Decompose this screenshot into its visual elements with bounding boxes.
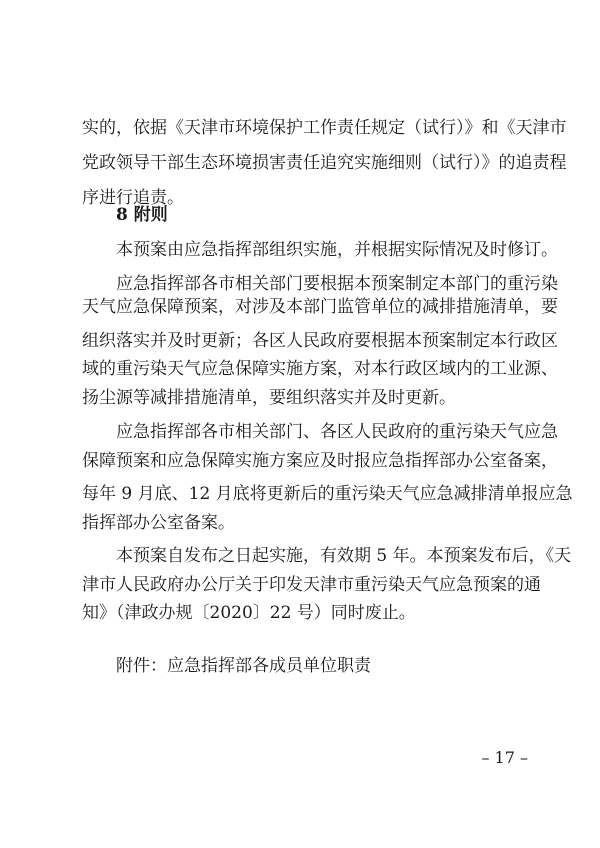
text-line: 组织落实并及时更新；各区人民政府要根据本预案制定本行政区: [82, 331, 558, 351]
page-number: – 17 –: [481, 748, 528, 767]
text-line: 本预案自发布之日起实施，有效期 5 年。本预案发布后，《天: [116, 546, 572, 566]
text-line: 每年 9 月底、12 月底将更新后的重污染天气应急减排清单报应急: [82, 484, 573, 504]
text-line: 知》（津政办规〔2020〕22 号）同时废止。: [82, 603, 416, 623]
text-line: 域的重污染天气应急保障实施方案，对本行政区域内的工业源、: [82, 359, 558, 379]
text-line: 本预案由应急指挥部组织实施，并根据实际情况及时修订。: [116, 240, 558, 260]
text-line: 党政领导干部生态环境损害责任追究实施细则（试行）》的追责程: [82, 153, 567, 173]
text-line: 津市人民政府办公厅关于印发天津市重污染天气应急预案的通: [82, 575, 541, 595]
section-heading: 8 附则: [116, 205, 168, 225]
text-line: 应急指挥部各市相关部门要根据本预案制定本部门的重污染: [116, 274, 558, 294]
text-line: 实的，依据《天津市环境保护工作责任规定（试行）》和《天津市: [82, 118, 567, 138]
text-line: 保障预案和应急保障实施方案应及时报应急指挥部办公室备案，: [82, 451, 558, 471]
text-line: 天气应急保障预案，对涉及本部门监管单位的减排措施清单，要: [82, 297, 558, 317]
text-line: 序进行追责。: [82, 188, 184, 208]
text-line: 指挥部办公室备案。: [82, 513, 235, 533]
attachment-note: 附件：应急指挥部各成员单位职责: [116, 656, 371, 676]
text-line: 扬尘源等减排措施清单，要组织落实并及时更新。: [82, 388, 456, 408]
text-line: 应急指挥部各市相关部门、各区人民政府的重污染天气应急: [116, 422, 558, 442]
